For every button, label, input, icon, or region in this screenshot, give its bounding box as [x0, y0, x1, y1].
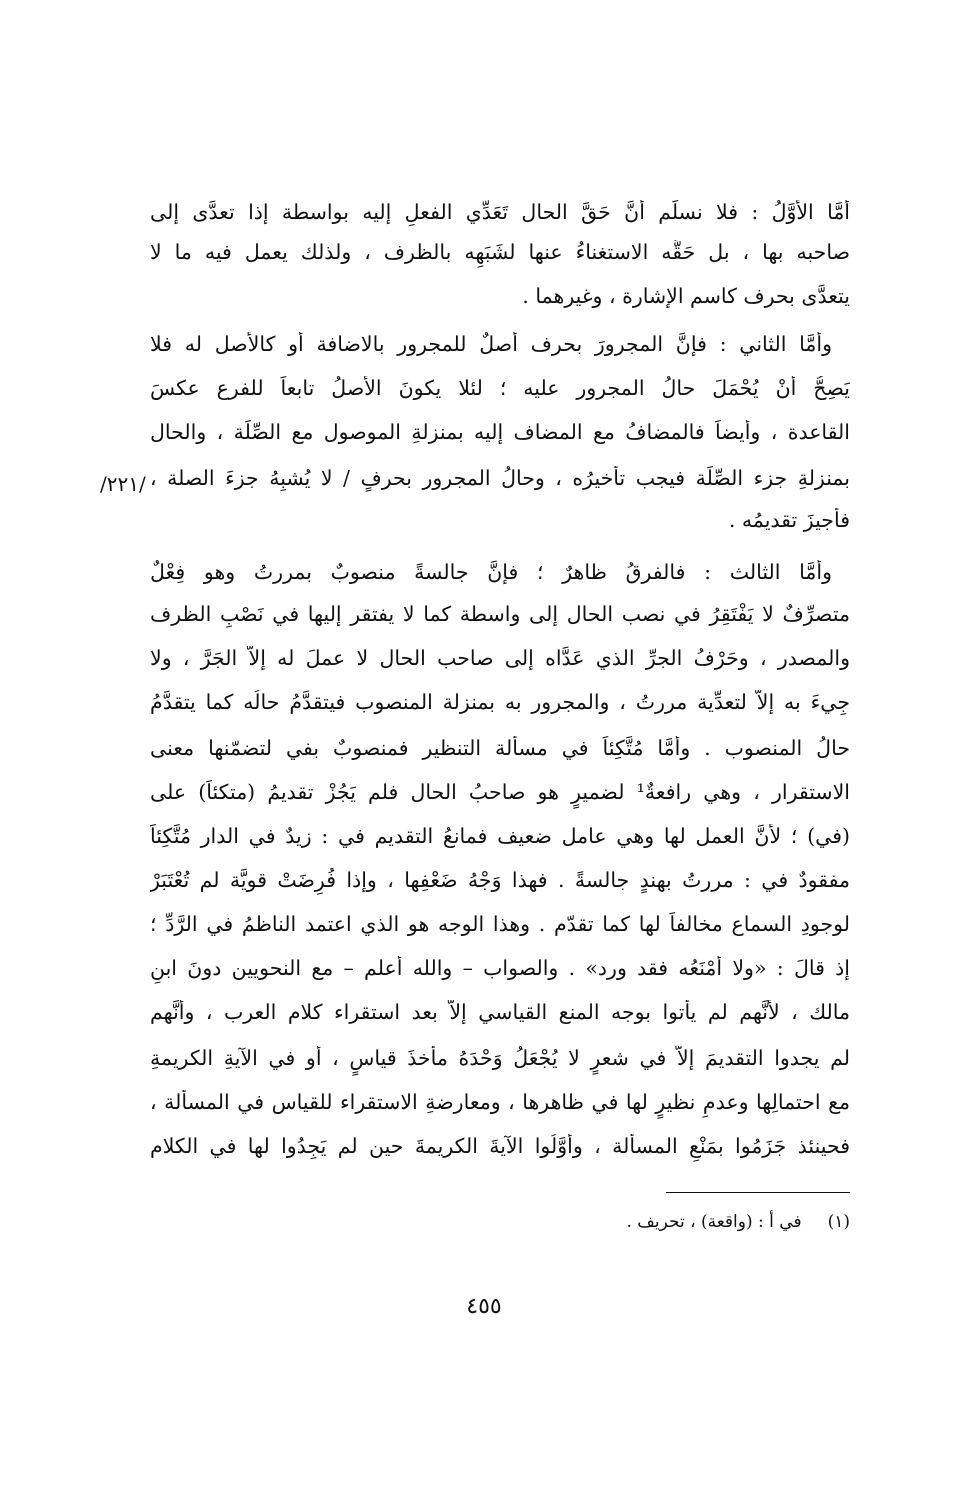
text-line: والمصدر ، وحَرْفُ الجرِّ الذي عَدَّاه إلى صاحب الحال لا عملَ له إلاَّ الجَرَّ ، ولا: [150, 646, 850, 670]
text-line: لم يجدوا التقديمَ إلاَّ في شعرٍ لا يُجْعَلُ وَحْدَهُ مأخذَ قياسٍ ، أو في الآيةِ الكريمةِ: [150, 1046, 850, 1070]
text-line: القاعدة ، وأيضاً فالمضافُ مع المضاف إليه بمنزلةِ الموصول مع الصِّلَة ، والحال: [150, 420, 850, 444]
text-line: (في) ؛ لأنَّ العمل لها وهي عامل ضعيف فمانعُ التقديم في : زيدٌ في الدار مُتَّكِئاً: [150, 824, 850, 848]
text-line: إذ قالَ : «ولا أَمْنَعُه فقد ورد» . والصواب – والله أعلم – مع النحويين دونَ ابنِ: [150, 956, 850, 980]
text-line: مع احتمالِها وعدمِ نظيرٍ لها في ظاهرها ، ومعارضةِ الاستقراء للقياس في المسألة ،: [150, 1090, 850, 1114]
text-line: يتعدَّى بحرف كاسم الإشارة ، وغيرهما .: [522, 284, 850, 308]
text-line: فحينئذ جَزَمُوا بمَنْعِ المسألة ، وأوَّلُوا الآيةَ الكريمةَ حين لم يَجِدُوا لها في الكلام: [150, 1134, 850, 1158]
main-text: [150, 0, 850, 1180]
text-line: بمنزلةِ جزء الصِّلَة فيجب تأخيرُه ، وحالُ المجرور بحرفٍ / لا يُشبِهُ جزءَ الصلة ،: [150, 466, 850, 490]
text-line: مفقودٌ في : مررتُ بهندٍ جالسةً . فهذا وَجْهُ ضَعْفِها ، وإذا فُرِضَتْ قويَّة لم تُعْتَبَرْ: [150, 868, 850, 892]
footnote-number: (١): [827, 1212, 850, 1232]
text-line: حالُ المنصوب . وأمَّا مُتَّكِئاً في مسألة التنظير فمنصوبٌ بفي لتضمّنها معنى: [150, 736, 850, 760]
text-line: جِيءَ به إلاَّ لتعدِّية مررتُ ، والمجرور به بمنزلة المنصوب فيتقدَّمُ حالُه كما يتقدَّمُ: [150, 690, 850, 714]
text-line: وأمَّا الثالث : فالفرقُ ظاهرٌ ؛ فإنَّ جالسةً منصوبٌ بمررتُ وهو فِعْلٌ: [150, 560, 832, 584]
text-line: أمَّا الأوَّلُ : فلا نسلِّم أنَّ حَقَّ الحال تَعَدِّي الفعلِ إليه بواسطة إذا تعدَّى إلى: [150, 200, 850, 224]
text-line: لوجودِ السماع مخالفاً لها كما تقدّم . وهذا الوجه هو الذي اعتمد الناظمُ في الرَّدِّ ؛: [150, 912, 850, 936]
text-line: صاحبه بها ، بل حَقُّه الاستغناءُ عنها لشَبَهِه بالظرف ، ولذلك يعمل فيه ما لا: [150, 240, 850, 264]
text-line: فأجيزَ تقديمُه .: [728, 508, 850, 532]
text-line: الاستقرار ، وهي رافعةٌ¹ لضميرٍ هو صاحبُ الحال فلم يَجُزْ تقديمُ (متكئاً) على: [150, 780, 850, 804]
page-number: ٤٥٥: [466, 1294, 502, 1319]
text-line: مالك ، لأنَّهم لم يأتوا بوجه المنع القياسي إلاَّ بعد استقراء كلام العرب ، وأنَّهم: [150, 1000, 850, 1024]
text-line: متصرِّفٌ لا يَفْتَقِرُ في نصب الحال إلى واسطة كما لا يفتقر إليها في نَصْبِ الظرف: [150, 602, 850, 626]
footnote: [600, 1212, 850, 1232]
margin-folio-marker: /٢٢١/: [100, 472, 146, 496]
footnote-text: في أ : (واقعة) ، تحريف .: [626, 1212, 802, 1232]
footnote-divider: [666, 1192, 850, 1193]
text-line: وأمَّا الثاني : فإنَّ المجرورَ بحرف أصلٌ للمجرور بالاضافة أو كالأصل له فلا: [150, 332, 832, 356]
text-line: يَصِحُّ أنْ يُحْمَلَ حالُ المجرور عليه ؛ لئلا يكونَ الأصلُ تابعاً للفرع عكسَ: [150, 376, 850, 400]
